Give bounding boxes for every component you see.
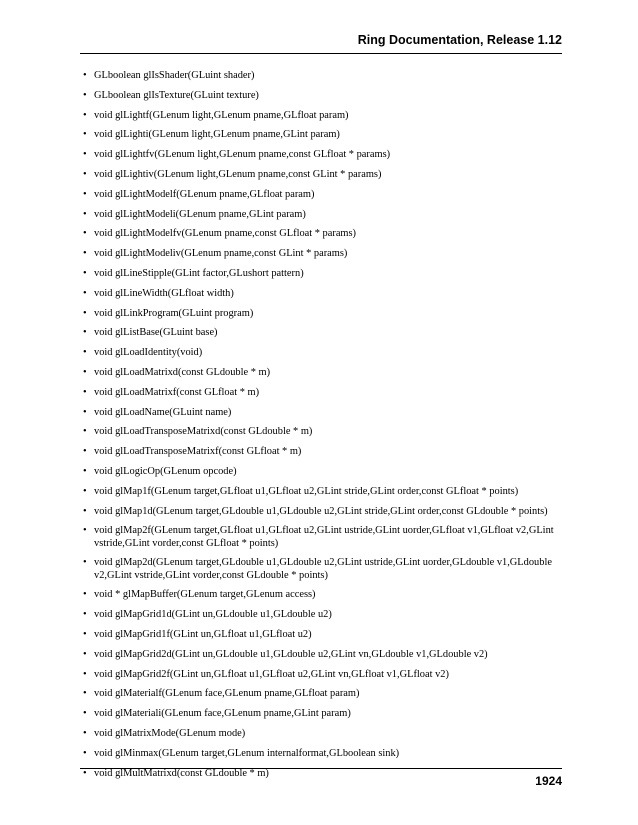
list-item: • void glLighti(GLenum light,GLenum pname,GLint param) — [80, 129, 562, 141]
list-item: • void glMap1f(GLenum target,GLfloat u1,GLfloat u2,GLint stride,GLint order,const GLfloat * points) — [80, 486, 562, 498]
list-item: • void glListBase(GLuint base) — [80, 327, 562, 339]
list-item: • void glLightModeliv(GLenum pname,const GLint * params) — [80, 248, 562, 260]
list-item: • void glLoadMatrixd(const GLdouble * m) — [80, 367, 562, 379]
list-item: • void glLoadName(GLuint name) — [80, 407, 562, 419]
list-item: • void glLoadTransposeMatrixf(const GLfloat * m) — [80, 446, 562, 458]
list-item: • void glLightModelf(GLenum pname,GLfloat param) — [80, 189, 562, 201]
list-item: • void glLightfv(GLenum light,GLenum pname,const GLfloat * params) — [80, 149, 562, 161]
list-item: • void glMapGrid2f(GLint un,GLfloat u1,GLfloat u2,GLint vn,GLfloat v1,GLfloat v2) — [80, 669, 562, 681]
list-item: • void glMaterialf(GLenum face,GLenum pname,GLfloat param) — [80, 688, 562, 700]
list-item: • void glLightModeli(GLenum pname,GLint param) — [80, 209, 562, 221]
list-item: • void glMinmax(GLenum target,GLenum internalformat,GLboolean sink) — [80, 748, 562, 760]
list-item: • void * glMapBuffer(GLenum target,GLenum access) — [80, 589, 562, 601]
running-header: Ring Documentation, Release 1.12 — [357, 33, 562, 47]
list-item: • void glLightModelfv(GLenum pname,const GLfloat * params) — [80, 228, 562, 240]
list-item: • void glLightiv(GLenum light,GLenum pname,const GLint * params) — [80, 169, 562, 181]
header-divider — [80, 53, 562, 54]
list-item: • void glLightf(GLenum light,GLenum pname,GLfloat param) — [80, 110, 562, 122]
list-item: • GLboolean glIsShader(GLuint shader) — [80, 70, 562, 82]
list-item: • void glMapGrid1f(GLint un,GLfloat u1,GLfloat u2) — [80, 629, 562, 641]
list-item: • void glMateriali(GLenum face,GLenum pname,GLint param) — [80, 708, 562, 720]
list-item: • void glLineWidth(GLfloat width) — [80, 288, 562, 300]
list-item: • void glMap2f(GLenum target,GLfloat u1,GLfloat u2,GLint ustride,GLint uorder,GLfloat v1,GLfloat v2,GLint vstride,GLint vorder,const GLfloat * points) — [80, 525, 562, 549]
list-item: • void glLoadIdentity(void) — [80, 347, 562, 359]
list-item: • void glLoadTransposeMatrixd(const GLdouble * m) — [80, 426, 562, 438]
list-item: • void glMapGrid1d(GLint un,GLdouble u1,GLdouble u2) — [80, 609, 562, 621]
list-item: • void glLinkProgram(GLuint program) — [80, 308, 562, 320]
function-list — [80, 70, 562, 787]
list-item: • void glMapGrid2d(GLint un,GLdouble u1,GLdouble u2,GLint vn,GLdouble v1,GLdouble v2) — [80, 649, 562, 661]
list-item: • void glLoadMatrixf(const GLfloat * m) — [80, 387, 562, 399]
list-item: • void glLineStipple(GLint factor,GLushort pattern) — [80, 268, 562, 280]
list-item: • void glMap2d(GLenum target,GLdouble u1,GLdouble u2,GLint ustride,GLint uorder,GLdouble v1,GLdouble v2,GLint vstride,GLint vorder,const GLdouble * points) — [80, 557, 562, 581]
page-number: 1924 — [535, 774, 562, 788]
list-item: • GLboolean glIsTexture(GLuint texture) — [80, 90, 562, 102]
footer-divider — [80, 768, 562, 769]
list-item: • void glMatrixMode(GLenum mode) — [80, 728, 562, 740]
list-item: • void glMap1d(GLenum target,GLdouble u1,GLdouble u2,GLint stride,GLint order,const GLdouble * points) — [80, 506, 562, 518]
list-item: • void glMultMatrixd(const GLdouble * m) — [80, 768, 562, 780]
list-item: • void glLogicOp(GLenum opcode) — [80, 466, 562, 478]
